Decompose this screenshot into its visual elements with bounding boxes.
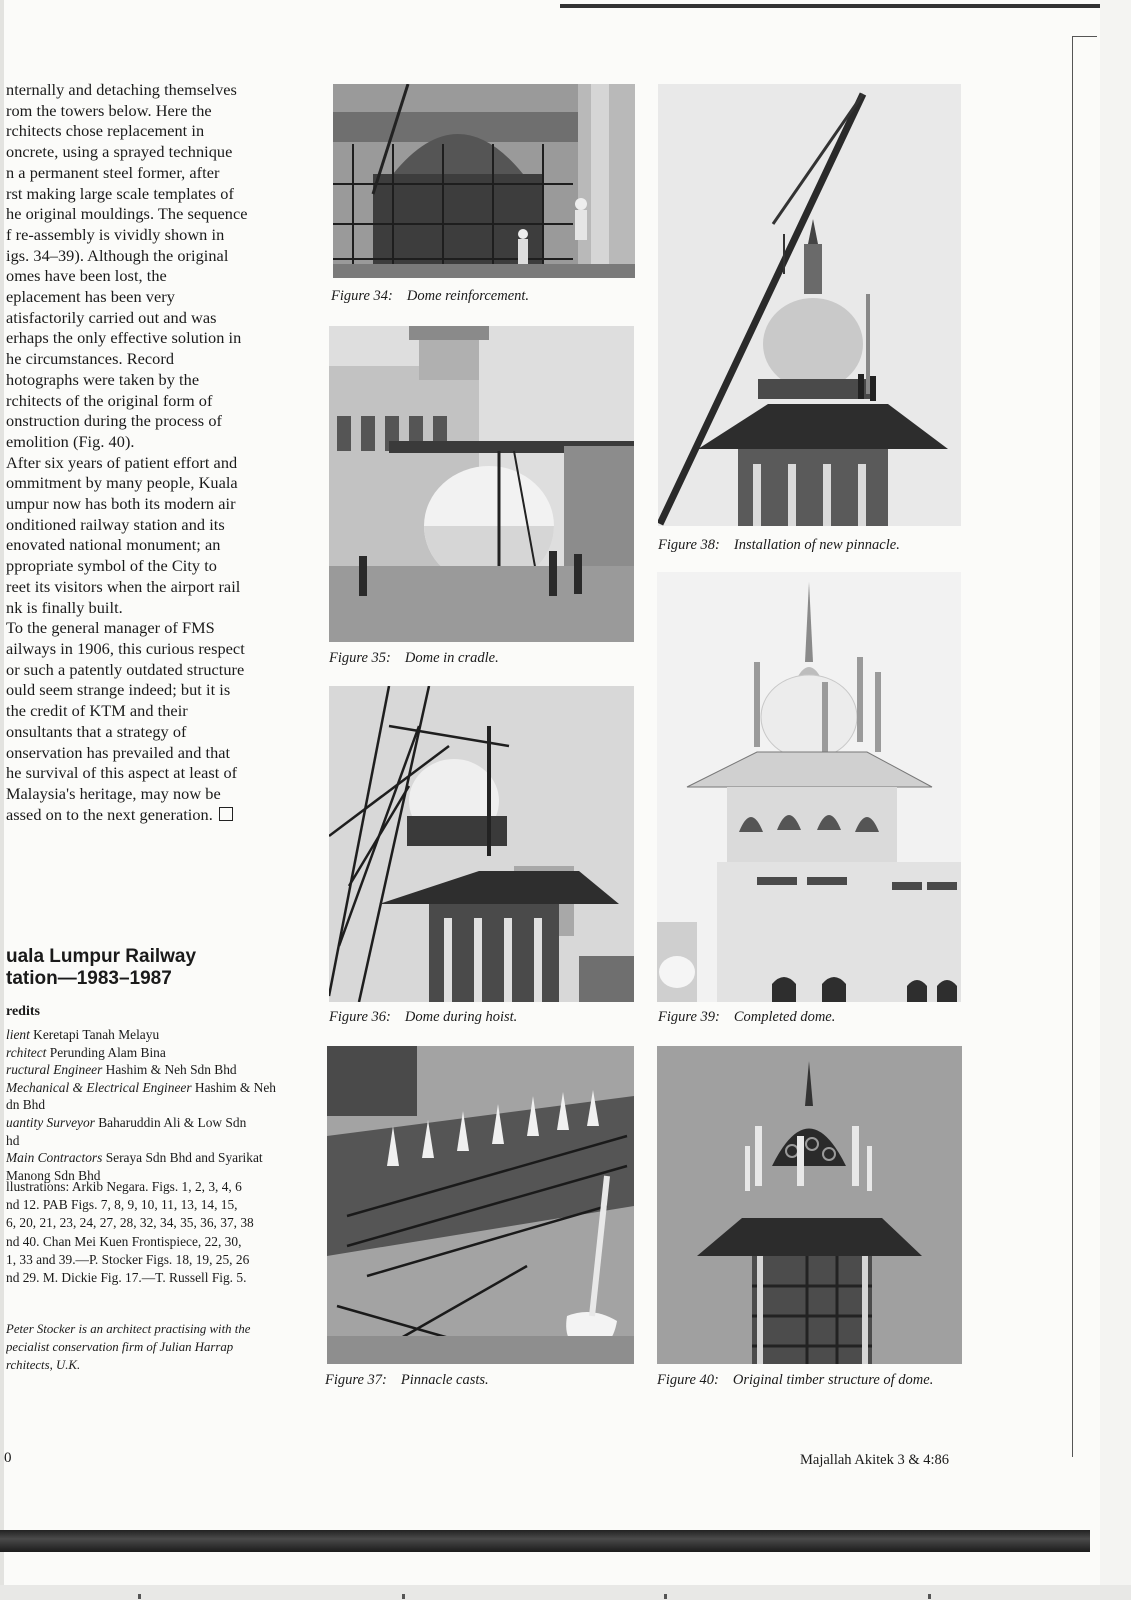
figure-39-photo [657,572,961,1002]
figure-37-number: Figure 37: [325,1372,387,1388]
figure-38-text: Installation of new pinnacle. [733,537,900,553]
figure-36-caption [329,1009,517,1026]
body-text-line: onsultants that a strategy of [6,721,187,741]
body-text-line: To the general manager of FMS [6,618,215,638]
credit-line [6,1044,316,1062]
body-text-line: emolition (Fig. 40). [6,431,135,451]
scan-bottom-bar [0,1530,1090,1552]
top-rule [560,4,1100,8]
credit-name: hd [6,1132,20,1148]
credit-line [6,1132,316,1150]
body-text-line: eplacement has been very [6,287,175,307]
timber-structure-image [657,1046,962,1364]
scan-mark [928,1594,931,1599]
section-title-line-2: tation—1983–1987 [6,968,172,989]
figure-38-photo [658,84,961,526]
body-text-line: ommitment by many people, Kuala [6,473,238,493]
scan-mark [402,1594,405,1599]
author-note-line: rchitects, U.K. [6,1357,81,1372]
credit-name: Perunding Alam Bina [46,1044,166,1060]
body-text-line: assed on to the next generation. [6,805,306,826]
figure-36-number: Figure 36: [329,1009,391,1025]
body-text-line: umpur now has both its modern air [6,494,236,514]
figure-34-caption [331,288,529,305]
author-note [6,1321,316,1374]
scan-mark [664,1594,667,1599]
body-text-line: he original mouldings. The sequence [6,204,248,224]
illustration-credit-line: llustrations: Arkib Negara. Figs. 1, 2, 3, 4, 6 [6,1179,242,1194]
body-text-line: onstruction during the process of [6,411,222,431]
new-pinnacle-image [658,84,961,526]
author-note-line: Peter Stocker is an architect practising with the [6,1322,251,1336]
scan-mark [138,1594,141,1599]
figure-35-number: Figure 35: [329,650,391,666]
figure-38-number: Figure 38: [658,537,720,553]
credit-role: lient [6,1027,30,1042]
illustration-credit-line: 1, 33 and 39.—P. Stocker Figs. 18, 19, 25, 26 [6,1251,250,1267]
figure-39-number: Figure 39: [658,1009,720,1025]
scan-edge [1100,0,1131,1600]
credit-role: Mechanical & Electrical Engineer [6,1079,192,1095]
figure-37-photo [327,1046,634,1364]
completed-dome-image [657,572,961,1002]
figure-38-caption [658,537,900,554]
body-text-line: rom the towers below. Here the [6,100,212,120]
body-text-line: ould seem strange indeed; but it is [6,680,231,700]
body-text-line: rchitects chose replacement in [6,121,205,141]
dome-in-cradle-image [329,326,634,642]
credit-line [6,1026,316,1044]
figure-40-text: Original timber structure of dome. [732,1372,934,1388]
dome-reinforcement-image [333,84,635,278]
body-text-line: After six years of patient effort and [6,452,238,472]
illustration-credit-line: 6, 20, 21, 23, 24, 27, 28, 32, 34, 35, 36, 37, 38 [6,1215,254,1231]
body-text-line: he circumstances. Record [6,349,175,369]
body-text-line: Malaysia's heritage, may now be [6,783,221,803]
body-text-line: nternally and detaching themselves [6,80,237,99]
credit-name: Hashim & Neh [191,1079,276,1095]
scan-bottom-strip [0,1585,1131,1600]
figure-36-text: Dome during hoist. [404,1009,518,1025]
body-text-line: onditioned railway station and its [6,514,225,534]
figure-34-photo [333,84,635,278]
body-text-line: nk is finally built. [6,597,123,617]
figure-34-text: Dome reinforcement. [406,288,530,304]
body-text-line: oncrete, using a sprayed technique [6,142,233,162]
credit-role: rchitect [6,1044,47,1060]
body-text-line: atisfactorily carried out and was [6,307,217,327]
credits-list [6,1026,316,1184]
credit-role: uantity Surveyor [6,1114,95,1130]
figure-34-number: Figure 34: [331,288,393,304]
credit-name: Seraya Sdn Bhd and Syarikat [102,1150,263,1166]
body-text-line: he survival of this aspect at least of [6,763,238,783]
figure-35-caption [329,650,499,667]
illustration-credits [6,1178,316,1287]
figure-40-photo [657,1046,962,1364]
body-text-line: f re-assembly is vividly shown in [6,224,225,244]
figure-40-caption [657,1372,933,1389]
body-text-line: or such a patently outdated structure [6,659,245,679]
body-text-line: omes have been lost, the [6,266,167,286]
figure-40-number: Figure 40: [657,1372,719,1388]
body-text-line: ppropriate symbol of the City to [6,556,217,576]
section-title [6,946,316,990]
figure-37-text: Pinnacle casts. [400,1372,489,1388]
credit-line [6,1114,316,1132]
body-text-line: n a permanent steel former, after [6,162,220,182]
body-text-line: rchitects of the original form of [6,390,213,410]
credit-line [6,1149,316,1167]
credit-line [6,1096,316,1114]
credit-line [6,1079,316,1097]
illustration-credit-line: nd 12. PAB Figs. 7, 8, 9, 10, 11, 13, 14, 15, [6,1197,238,1213]
credit-name: Baharuddin Ali & Low Sdn [94,1114,247,1130]
page-number: 0 [4,1450,12,1466]
credit-role: ructural Engineer [6,1062,103,1078]
credit-name: Keretapi Tanah Melayu [29,1027,160,1042]
section-title-line-1: uala Lumpur Railway [6,946,197,967]
author-note-line: pecialist conservation firm of Julian Harrap [6,1339,234,1354]
journal-footer: Majallah Akitek 3 & 4:86 [800,1452,950,1468]
end-mark-icon [219,807,233,821]
credits-heading: redits [6,1004,40,1019]
body-text-line: hotographs were taken by the [6,369,200,389]
figure-39-caption [658,1009,835,1026]
body-text-line: onservation has prevailed and that [6,742,231,762]
illustration-credit-line: nd 29. M. Dickie Fig. 17.—T. Russell Fig. 5. [6,1270,247,1286]
figure-37-caption [325,1372,489,1389]
illustration-credit-line: nd 40. Chan Mei Kuen Frontispiece, 22, 30, [6,1233,242,1249]
article-body-text [6,80,306,825]
body-text-line: reet its visitors when the airport rail [6,576,241,596]
body-text-line: ailways in 1906, this curious respect [6,638,245,658]
credit-name: Manong Sdn Bhd [6,1167,101,1183]
credit-name: dn Bhd [6,1097,46,1113]
body-text-line: enovated national monument; an [6,535,221,555]
page-frame-line [1072,36,1097,1457]
credit-role: Main Contractors [6,1150,103,1166]
figure-35-photo [329,326,634,642]
credit-line [6,1061,316,1079]
body-text-line: igs. 34–39). Although the original [6,245,229,265]
figure-36-photo [329,686,634,1002]
body-text-line: erhaps the only effective solution in [6,328,242,348]
credit-name: Hashim & Neh Sdn Bhd [102,1062,237,1078]
dome-hoist-image [329,686,634,1002]
figure-35-text: Dome in cradle. [404,650,499,666]
binding-edge [0,0,4,1600]
figure-39-text: Completed dome. [733,1009,836,1025]
pinnacle-casts-image [327,1046,634,1364]
body-text-line: the credit of KTM and their [6,701,188,721]
body-text-line: rst making large scale templates of [6,183,234,203]
